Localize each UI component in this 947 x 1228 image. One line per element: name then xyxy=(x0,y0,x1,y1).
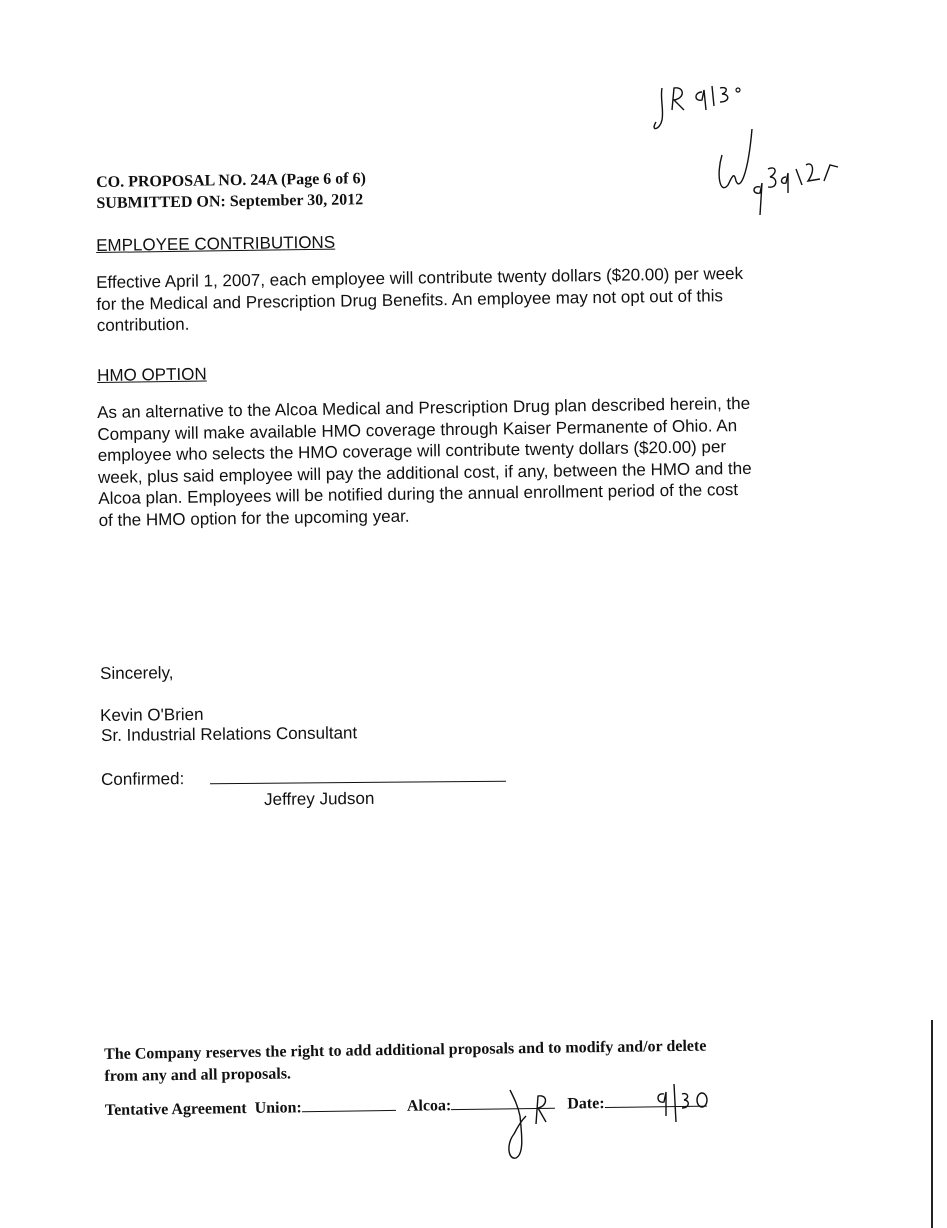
tentative-agreement-label: Tentative Agreement xyxy=(104,1100,247,1119)
proposal-number: CO. PROPOSAL NO. 24A (Page 6 of 6) xyxy=(96,170,367,191)
paragraph-line: week, plus said employee will pay the additional cost, if any, between the HMO and the xyxy=(97,458,752,487)
proposal-header xyxy=(96,168,366,214)
handwritten-initials-dated xyxy=(712,125,852,235)
union-signature-line xyxy=(302,1096,396,1112)
handwritten-date xyxy=(650,1082,720,1132)
confirmed-label: Confirmed: xyxy=(101,769,185,789)
section-heading-employee-contributions: EMPLOYEE CONTRIBUTIONS xyxy=(96,232,336,255)
salutation: Sincerely, xyxy=(100,663,174,683)
date-label: Date: xyxy=(567,1095,605,1113)
confirmed-signature-line xyxy=(210,781,506,785)
tentative-agreement-row xyxy=(105,1092,708,1122)
paragraph-line: Alcoa plan. Employees will be notified during the annual enrollment period of the cost xyxy=(98,480,739,508)
alcoa-label: Alcoa: xyxy=(406,1097,452,1115)
section-heading-hmo-option: HMO OPTION xyxy=(97,364,207,385)
hmo-option-paragraph xyxy=(97,393,752,531)
signer-name: Kevin O'Brien xyxy=(100,704,204,725)
submitted-date: SUBMITTED ON: September 30, 2012 xyxy=(96,191,364,212)
handwritten-alcoa-initials xyxy=(500,1086,560,1166)
paragraph-line: As an alternative to the Alcoa Medical and Prescription Drug plan described herein, the xyxy=(97,393,751,422)
paragraph-line: of the HMO option for the upcoming year. xyxy=(98,506,410,530)
paragraph-line: employee who selects the HMO coverage will contribute twenty dollars ($20.00) per xyxy=(97,437,727,465)
footer-reservation xyxy=(104,1036,707,1122)
paragraph-line: Company will make available HMO coverage through Kaiser Permanente of Ohio. An xyxy=(97,415,738,444)
reservation-line: The Company reserves the right to add additional proposals and to modify and/or delete xyxy=(104,1037,707,1063)
paragraph-line: contribution. xyxy=(96,314,190,335)
paragraph-line: for the Medical and Prescription Drug Benefits. An employee may not opt out of this xyxy=(96,285,724,314)
signer-title: Sr. Industrial Relations Consultant xyxy=(101,723,358,745)
union-label: Union: xyxy=(254,1099,302,1117)
scan-edge-line xyxy=(931,1020,933,1228)
reservation-line: from any and all proposals. xyxy=(104,1065,292,1085)
paragraph-line: Effective April 1, 2007, each employee will contribute twenty dollars ($20.00) per week xyxy=(96,263,744,292)
employee-contributions-paragraph xyxy=(96,263,744,337)
confirmed-name: Jeffrey Judson xyxy=(264,788,375,809)
